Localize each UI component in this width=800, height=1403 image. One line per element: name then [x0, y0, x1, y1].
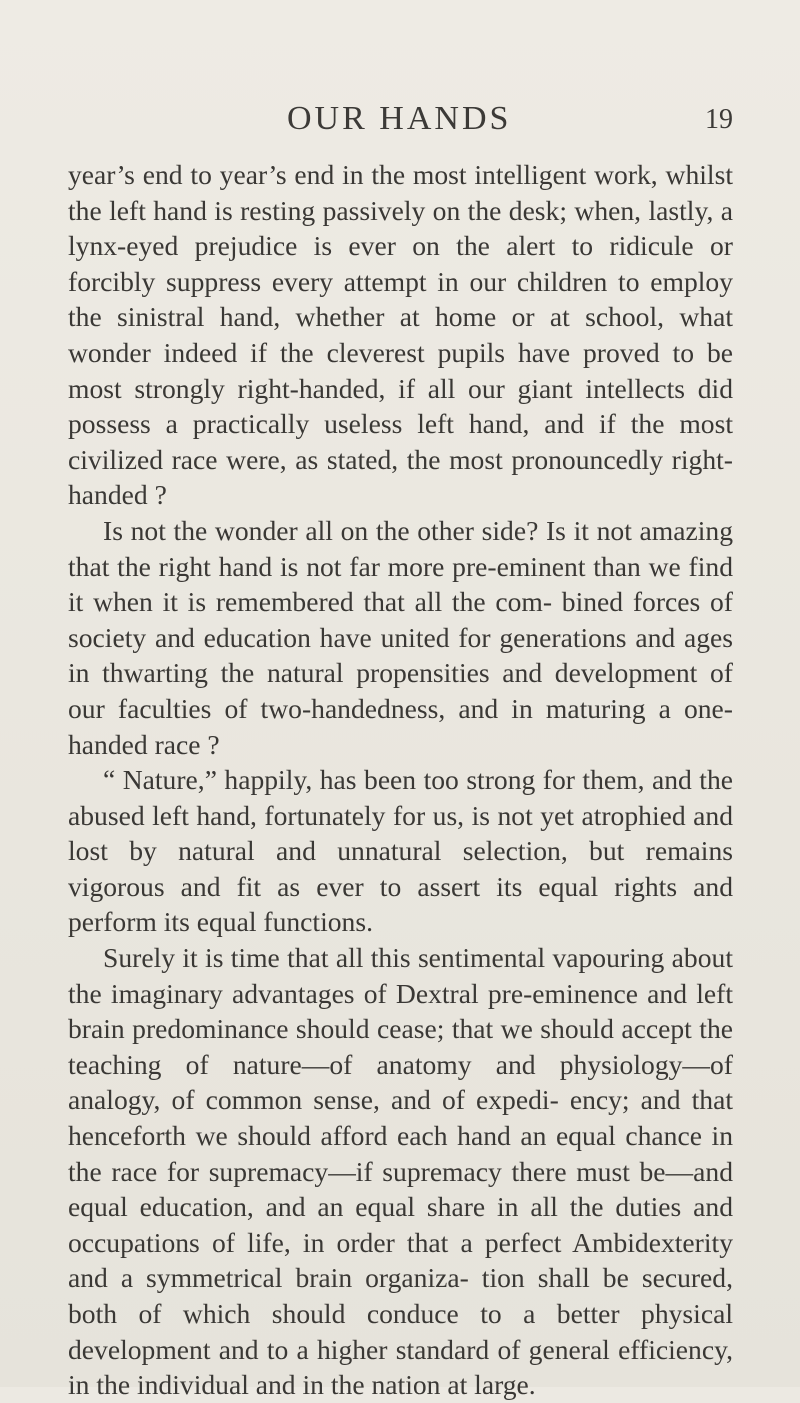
paragraph-2: Is not the wonder all on the other side? Is it not amazing that the right hand is not far more pre-eminent than we find it when it is remembered that all the com- bined forces of society and education have united for generations and ages in thwarting the natural propensities and development of our faculties of two-handedness, and in maturing a one-handed race ? [68, 514, 733, 760]
body-text [68, 157, 733, 1403]
running-head: OUR HANDS [287, 100, 512, 137]
paragraph-1: year’s end to year’s end in the most intelligent work, whilst the left hand is resting passively on the desk; when, lastly, a lynx-eyed prejudice is ever on the alert to ridicule or forcibly suppress every attempt in our children to employ the sinistral hand, whether at home or at school, what wonder indeed if the cleverest pupils have proved to be most strongly right-handed, if all our giant intellects did possess a practically useless left hand, and if the most civilized race were, as stated, the most pronouncedly right-handed ? [68, 159, 733, 511]
page-header [0, 100, 800, 140]
paragraph-3: “ Nature,” happily, has been too strong for them, and the abused left hand, fortunately for us, is not yet atrophied and lost by natural and unnatural selection, but remains vigorous and fit as ever to assert its equal rights and perform its equal functions. [68, 764, 733, 938]
page-number: 19 [705, 104, 733, 135]
paragraph-4: Surely it is time that all this sentimental vapouring about the imaginary advantages of Dextral pre-eminence and left brain predominance should cease; that we should accept the teaching of nature—of anatomy and physiology—of analogy, of common sense, and of expedi- ency; and that henceforth we should afford each hand an equal chance in the race for supremacy—if supremacy there must be—and equal education, and an equal share in all the duties and occupations of life, in order that a perfect Ambidexterity and a symmetrical brain organiza- tion shall be secured, both of which should conduce to a better physical development and to a higher standard of general efficiency, in the individual and in the nation at large. [68, 942, 733, 1401]
